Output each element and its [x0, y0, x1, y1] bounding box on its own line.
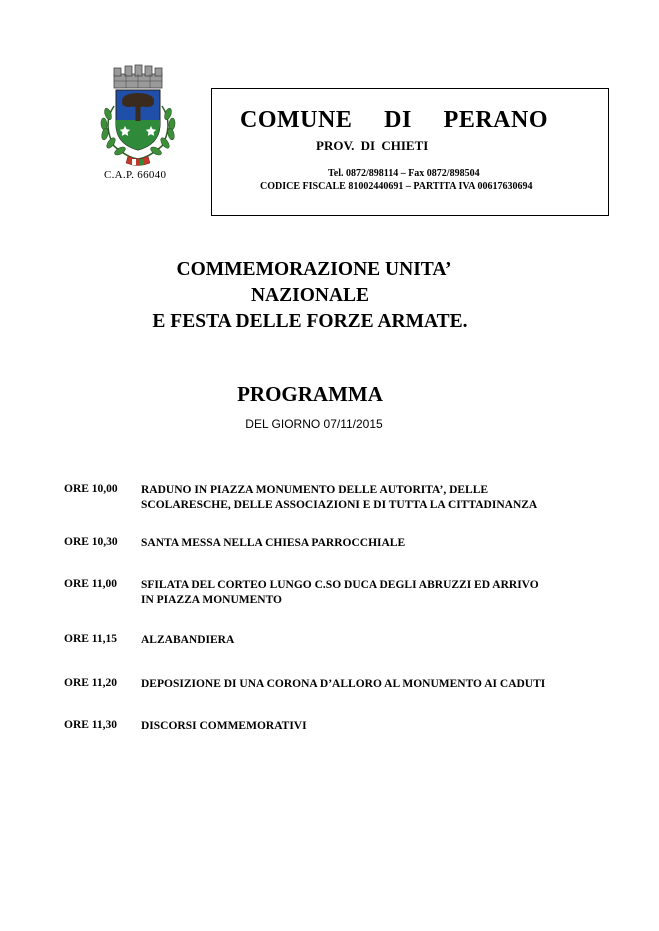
schedule-time: ORE 11,20: [64, 677, 118, 689]
schedule-description-line: SCOLARESCHE, DELLE ASSOCIAZIONI E DI TUTTA LA CITTADINANZA: [141, 499, 538, 511]
schedule-description-line: RADUNO IN PIAZZA MONUMENTO DELLE AUTORITA’, DELLE: [141, 484, 489, 496]
schedule-time: ORE 10,30: [64, 536, 118, 548]
schedule-row: [64, 677, 624, 692]
fiscal-codes: CODICE FISCALE 81002440691 – PARTITA IVA 00617630694: [260, 181, 533, 192]
schedule-description: [141, 578, 539, 608]
schedule-time: ORE 11,15: [64, 633, 118, 645]
municipality-header-box: [211, 88, 609, 216]
schedule-description-line: SFILATA DEL CORTEO LUNGO C.SO DUCA DEGLI ABRUZZI ED ARRIVO: [141, 579, 539, 591]
schedule-description-line: DEPOSIZIONE DI UNA CORONA D’ALLORO AL MONUMENTO AI CADUTI: [141, 678, 546, 690]
schedule-description-line: IN PIAZZA MONUMENTO: [141, 594, 282, 606]
schedule-description: [141, 719, 307, 734]
programme-heading: PROGRAMMA: [237, 382, 383, 406]
contact-info: [260, 167, 532, 193]
municipality-name-word: DI: [384, 107, 412, 133]
schedule-time: ORE 10,00: [64, 483, 118, 495]
schedule-time: ORE 11,00: [64, 578, 118, 590]
postal-code: C.A.P. 66040: [104, 169, 167, 181]
ribbon-icon: [126, 156, 150, 166]
event-title-line-2: NAZIONALE: [250, 285, 370, 306]
schedule-description: [141, 483, 537, 513]
programme-date: DEL GIORNO 07/11/2015: [245, 417, 383, 431]
schedule-description: [141, 677, 545, 692]
municipal-crest-logo: [88, 62, 188, 170]
schedule-description-line: SANTA MESSA NELLA CHIESA PARROCCHIALE: [141, 537, 406, 549]
schedule-description-line: ALZABANDIERA: [141, 634, 235, 646]
schedule-row: [64, 483, 624, 513]
municipality-name-word: COMUNE: [240, 107, 353, 133]
province: PROV. DI CHIETI: [316, 138, 429, 153]
schedule-row: [64, 633, 624, 648]
crown-icon: [114, 65, 162, 88]
schedule-description: [141, 536, 405, 551]
schedule-description: [141, 633, 234, 648]
event-title-line-3: E FESTA DELLE FORZE ARMATE.: [152, 311, 468, 332]
schedule-time: ORE 11,30: [64, 719, 118, 731]
schedule-row: [64, 536, 624, 551]
schedule-row: [64, 719, 624, 734]
schedule-row: [64, 578, 624, 608]
event-title-line-1: COMMEMORAZIONE UNITA’: [176, 259, 452, 280]
event-title: [0, 257, 620, 335]
tel-fax: Tel. 0872/898114 – Fax 0872/898504: [328, 168, 480, 179]
shield-icon: [116, 90, 160, 150]
municipality-name: [240, 107, 548, 134]
schedule-description-line: DISCORSI COMMEMORATIVI: [141, 720, 307, 732]
municipality-name-word: PERANO: [443, 107, 548, 133]
